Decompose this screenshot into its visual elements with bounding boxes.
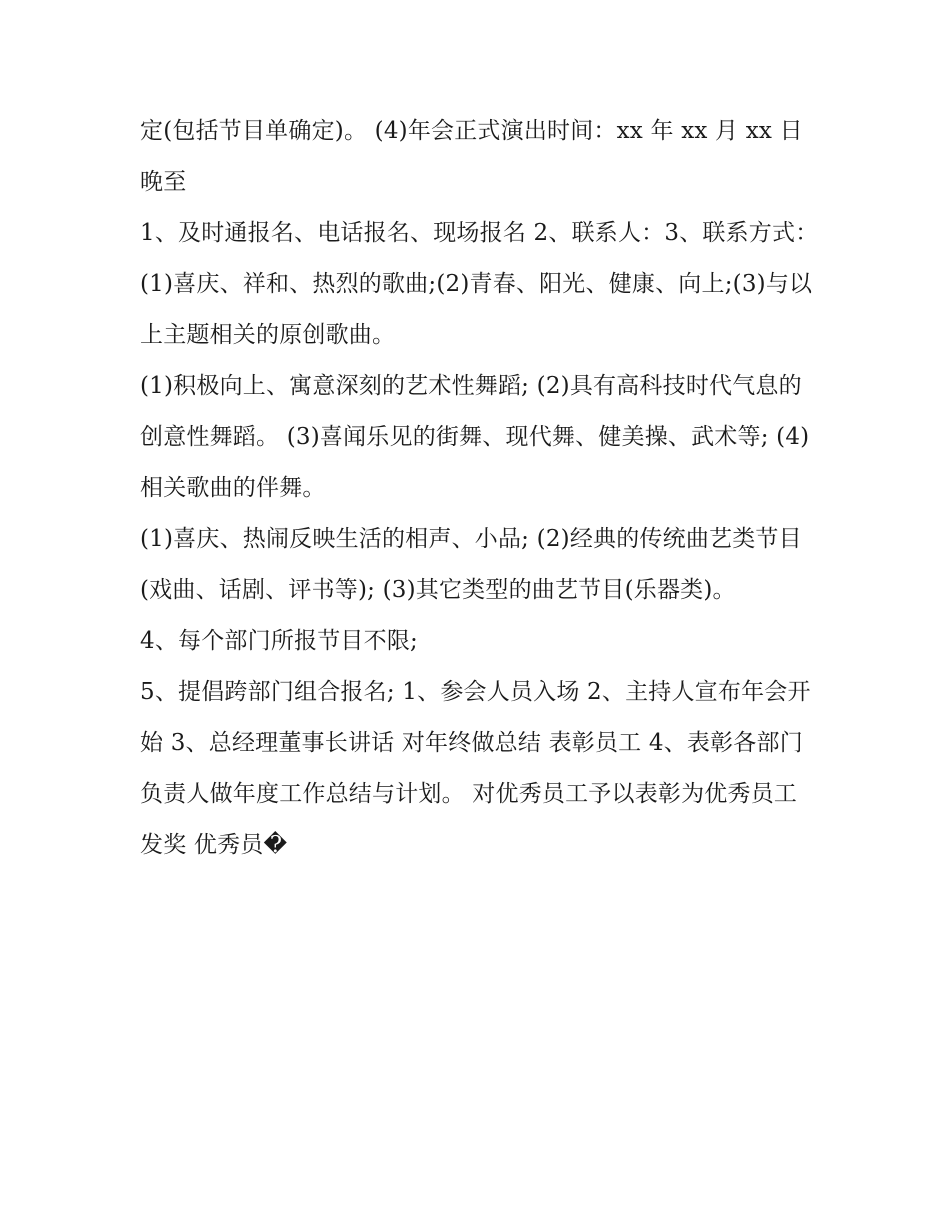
paragraph-6: 5、提倡跨部门组合报名; 1、参会人员入场 2、主持人宣布年会开始 3、总经理董事长讲话 对年终做总结 表彰员工 4、表彰各部门负责人做年度工作总结与计划。 对优秀员工予以表彰为优秀员工发奖 优秀员� (140, 679, 811, 858)
paragraph-2: 1、及时通报名、电话报名、现场报名 2、联系人：3、联系方式： (1)喜庆、祥和、热烈的歌曲;(2)青春、阳光、健康、向上;(3)与以上主题相关的原创歌曲。 (140, 220, 826, 348)
document-body (140, 106, 826, 871)
paragraph-5: 4、每个部门所报节目不限; (140, 628, 418, 654)
paragraph-1: 定(包括节目单确定)。 (4)年会正式演出时间：xx 年 xx 月 xx 日晚至 (140, 118, 803, 195)
paragraph-3: (1)积极向上、寓意深刻的艺术性舞蹈; (2)具有高科技时代气息的创意性舞蹈。 (3)喜闻乐见的街舞、现代舞、健美操、武术等; (4)相关歌曲的伴舞。 (140, 373, 810, 501)
paragraph-4: (1)喜庆、热闹反映生活的相声、小品; (2)经典的传统曲艺类节目(戏曲、话剧、评书等); (3)其它类型的曲艺节目(乐器类)。 (140, 526, 802, 603)
